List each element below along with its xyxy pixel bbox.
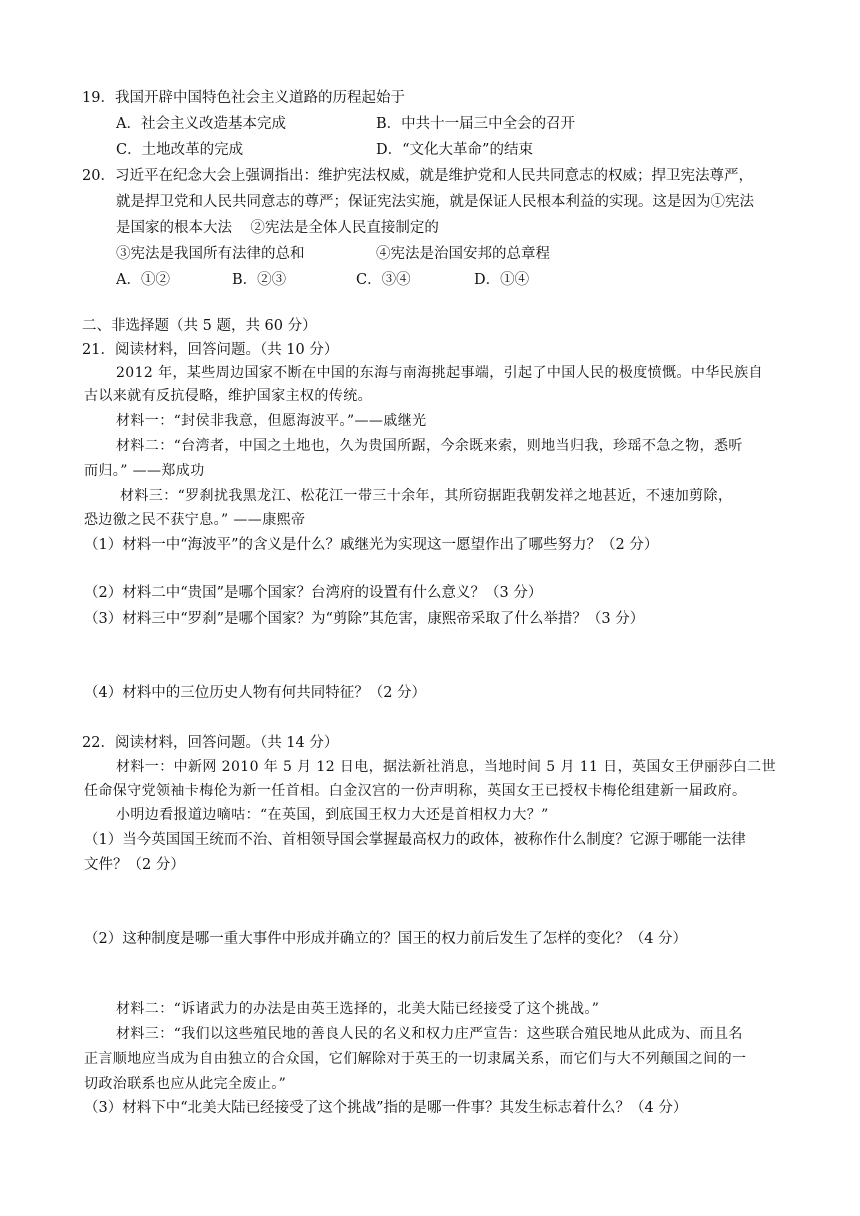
q22-sub-question-1-line1: （1）当今英国国王统而不治、首相领导国会掌握最高权力的政体，被称作什么制度？它源于哪能一法律 [84,832,746,848]
q20-stem-line3: 是国家的根本大法 ②宪法是全体人民直接制定的 [116,220,439,236]
q21-material-2-line2: 而归。” ——郑成功 [84,463,205,479]
q21-material-1: 材料一：“封侯非我意，但愿海波平。”——戚继光 [116,413,427,429]
q21-intro-line1: 2012 年，某些周边国家不断在中国的东海与南海挑起事端，引起了中国人民的极度愤慨。中华民族自 [116,365,763,381]
q20-option-d: D．①④ [474,272,530,288]
q19-option-c: C．土地改革的完成 [116,142,244,158]
section-heading: 二、非选择题（共 5 题，共 60 分） [82,318,317,334]
q21-material-3-line2: 恐边徼之民不获宁息。” ——康熙帝 [84,512,306,528]
q22-material-1-line2: 任命保守党领袖卡梅伦为新一任首相。白金汉宫的一份声明称，英国女王已授权卡梅伦组建新一届政府。 [84,783,747,799]
q21-intro-line2: 古以来就有反抗侵略，维护国家主权的传统。 [84,388,372,404]
q21-sub-question-2: （2）材料二中“贵国”是哪个国家？台湾府的设置有什么意义？（3 分） [84,585,543,601]
q19-option-b: B．中共十一届三中全会的召开 [376,116,576,132]
q22-heading: 22．阅读材料，回答问题。（共 14 分） [82,735,339,751]
q22-sub-question-1-line2: 文件？（2 分） [84,857,185,873]
q22-material-2: 材料二：“诉诸武力的办法是由英王选择的，北美大陆已经接受了这个挑战。” [116,1001,600,1017]
q22-material-3-line1: 材料三：“我们以这些殖民地的善良人民的名义和权力庄严宣告：这些联合殖民地从此成为、而且名 [116,1026,743,1042]
q20-item-3: ③宪法是我国所有法律的总和 [116,246,305,262]
q21-material-2-line1: 材料二：“台湾者，中国之土地也，久为贵国所踞，今余既来索，则地当归我，珍瑶不急之物，悉听 [116,438,743,454]
q19-option-d: D．“文化大革命”的结束 [376,142,533,158]
q20-option-a: A．①② [116,272,170,288]
q22-sub-question-2: （2）这种制度是哪一重大事件中形成并确立的？国王的权力前后发生了怎样的变化？（4 分） [84,931,688,947]
q20-option-c: C．③④ [356,272,411,288]
q22-material-1-line1: 材料一：中新网 2010 年 5 月 12 日电，据法新社消息，当地时间 5 月 11 日，英国女王伊丽莎白二世 [116,759,776,775]
q20-stem-line2: 就是捍卫党和人民共同意志的尊严；保证宪法实施，就是保证人民根本利益的实现。这是因为①宪法 [116,194,754,210]
q21-sub-question-4: （4）材料中的三位历史人物有何共同特征？（2 分） [84,685,427,701]
q21-material-3-line1: 材料三：“罗刹扰我黑龙江、松花江一带三十余年，其所窃据距我朝发祥之地甚近，不速加剪除， [120,488,733,504]
q20-item-4: ④宪法是治国安邦的总章程 [376,246,550,262]
q21-sub-question-1: （1）材料一中“海波平”的含义是什么？戚继光为实现这一愿望作出了哪些努力？（2 分） [84,537,659,553]
q22-sub-question-3: （3）材料下中“北美大陆已经接受了这个挑战”指的是哪一件事？其发生标志着什么？（4 分） [84,1100,688,1116]
q19-option-a: A．社会主义改造基本完成 [116,116,286,132]
q20-stem-line1: 20．习近平在纪念大会上强调指出：维护宪法权威，就是维护党和人民共同意志的权威；捍卫宪法尊严， [82,168,753,184]
q22-material-1-line3: 小明边看报道边嘀咕：“在英国，到底国王权力大还是首相权力大？” [116,807,549,823]
q21-sub-question-3: （3）材料三中“罗刹”是哪个国家？为“剪除”其危害，康熙帝采取了什么举措？（3 分） [84,611,645,627]
q19-stem: 19．我国开辟中国特色社会主义道路的历程起始于 [82,90,405,106]
q20-option-b: B．②③ [232,272,287,288]
q21-heading: 21．阅读材料，回答问题。（共 10 分） [82,342,339,358]
q22-material-3-line3: 切政治联系也应从此完全废止。” [84,1076,287,1092]
q22-material-3-line2: 正言顺地应当成为自由独立的合众国，它们解除对于英王的一切隶属关系，而它们与大不列颠国之间的一 [84,1051,747,1067]
